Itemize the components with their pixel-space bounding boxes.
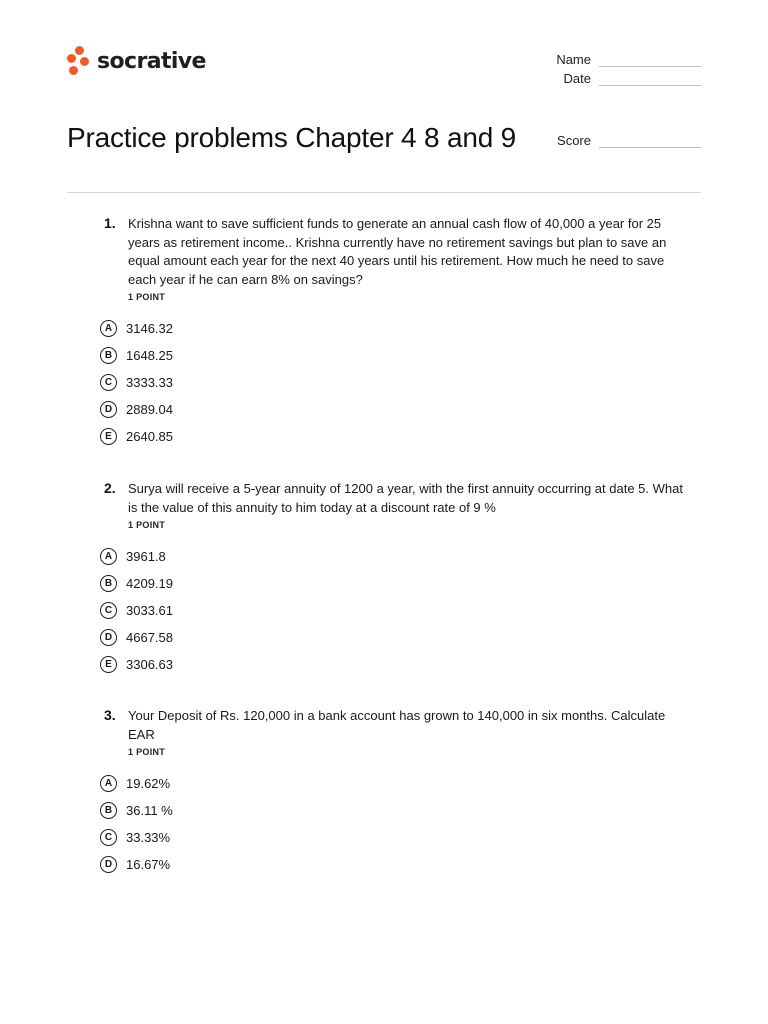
question-text: Your Deposit of Rs. 120,000 in a bank account has grown to 140,000 in six months. Calculate EAR xyxy=(128,708,666,742)
question-2 xyxy=(100,480,690,678)
student-info-fields xyxy=(551,48,701,86)
option-e[interactable] xyxy=(100,423,690,450)
option-text: 1648.25 xyxy=(126,348,173,363)
option-c[interactable] xyxy=(100,824,690,851)
option-text: 2640.85 xyxy=(126,429,173,444)
score-field xyxy=(551,129,701,148)
option-text: 19.62% xyxy=(126,776,171,791)
socrative-logo-icon xyxy=(67,45,91,77)
option-d[interactable] xyxy=(100,624,690,651)
question-1 xyxy=(100,215,690,450)
option-d[interactable] xyxy=(100,396,690,423)
question-points: 1 POINT xyxy=(128,747,166,757)
option-text: 4209.19 xyxy=(126,576,173,591)
option-letter: D xyxy=(100,629,117,646)
option-a[interactable] xyxy=(100,543,690,570)
option-letter: A xyxy=(100,775,117,792)
option-a[interactable] xyxy=(100,770,690,797)
option-text: 4667.58 xyxy=(126,630,173,645)
question-number: 2. xyxy=(104,480,116,496)
socrative-logo xyxy=(67,44,206,78)
option-letter: C xyxy=(100,602,117,619)
option-letter: C xyxy=(100,374,117,391)
score-line xyxy=(599,135,701,148)
option-b[interactable] xyxy=(100,342,690,369)
option-text: 3306.63 xyxy=(126,657,173,672)
option-b[interactable] xyxy=(100,570,690,597)
option-letter: D xyxy=(100,401,117,418)
question-3 xyxy=(100,707,690,878)
option-letter: E xyxy=(100,656,117,673)
name-line xyxy=(599,54,701,67)
option-letter: A xyxy=(100,548,117,565)
date-label: Date xyxy=(563,71,591,86)
option-letter: C xyxy=(100,829,117,846)
logo-wordmark: socrative xyxy=(97,48,206,74)
option-letter: B xyxy=(100,575,117,592)
option-letter: B xyxy=(100,802,117,819)
name-field xyxy=(551,48,701,67)
option-letter: B xyxy=(100,347,117,364)
option-text: 33.33% xyxy=(126,830,171,845)
page-title: Practice problems Chapter 4 8 and 9 xyxy=(67,121,517,153)
answer-options xyxy=(100,543,690,678)
question-number: 1. xyxy=(104,215,116,231)
option-e[interactable] xyxy=(100,651,690,678)
header-divider xyxy=(67,192,701,193)
answer-options xyxy=(100,770,690,878)
option-letter: D xyxy=(100,856,117,873)
option-text: 16.67% xyxy=(126,857,171,872)
name-label: Name xyxy=(556,52,591,67)
answer-options xyxy=(100,315,690,450)
option-text: 3961.8 xyxy=(126,549,166,564)
score-label: Score xyxy=(557,133,591,148)
option-c[interactable] xyxy=(100,369,690,396)
question-text: Surya will receive a 5-year annuity of 1200 a year, with the first annuity occurring at date 5. What is the value of this annuity to him today at a discount rate of 9 % xyxy=(128,481,683,515)
option-letter: E xyxy=(100,428,117,445)
option-text: 36.11 % xyxy=(126,803,173,818)
question-text: Krishna want to save sufficient funds to generate an annual cash flow of 40,000 a year for 25 years as retirement income.. Krishna currently have no retirement savings but plan to save an equal amount each year for the next 40 years until his retirement. How much he need to save each year if he can earn 8% on savings? xyxy=(128,216,667,287)
option-c[interactable] xyxy=(100,597,690,624)
option-text: 3333.33 xyxy=(126,375,173,390)
option-a[interactable] xyxy=(100,315,690,342)
question-points: 1 POINT xyxy=(128,292,166,302)
question-number: 3. xyxy=(104,707,116,723)
date-field xyxy=(551,67,701,86)
option-letter: A xyxy=(100,320,117,337)
date-line xyxy=(599,73,701,86)
option-text: 3033.61 xyxy=(126,603,173,618)
question-points: 1 POINT xyxy=(128,520,166,530)
option-b[interactable] xyxy=(100,797,690,824)
option-text: 3146.32 xyxy=(126,321,173,336)
option-d[interactable] xyxy=(100,851,690,878)
option-text: 2889.04 xyxy=(126,402,173,417)
